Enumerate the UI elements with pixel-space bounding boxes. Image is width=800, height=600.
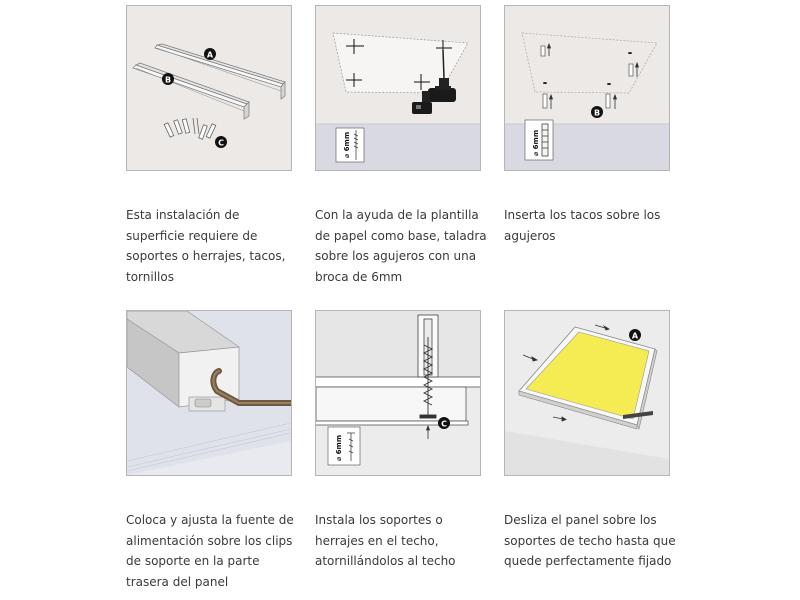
drill-bit-label: ⌀ 6mm	[343, 131, 351, 158]
callout-b	[591, 106, 603, 118]
step-2-caption: Con la ayuda de la plantilla de papel como base, taladra sobre los agujeros con una broca de 6mm	[315, 208, 487, 284]
drilling-illustration	[316, 6, 480, 170]
step-3-illustration	[504, 5, 670, 171]
panel-slide-illustration	[505, 311, 669, 475]
callout-a	[629, 329, 641, 341]
svg-text:B: B	[164, 75, 172, 85]
bracket-profile-icon	[316, 377, 480, 425]
step-2-illustration	[315, 5, 481, 171]
step-1-caption: Esta instalación de superficie requiere de soportes o herrajes, tacos, tornillos	[126, 208, 286, 284]
step-1-illustration	[126, 5, 292, 171]
power-supply-illustration	[127, 311, 291, 475]
svg-text:A: A	[631, 331, 639, 341]
callout-c	[438, 417, 450, 429]
dowel-large-icon	[542, 124, 548, 156]
svg-text:B: B	[593, 108, 601, 118]
callout-c	[215, 136, 227, 148]
step-4-illustration	[126, 310, 292, 476]
step-6-illustration	[504, 310, 670, 476]
step-4-caption: Coloca y ajusta la fuente de alimentación sobre los clips de soporte en la parte trasera del panel	[126, 513, 294, 589]
callout-a	[204, 48, 216, 60]
drill-bit-label: ⌀ 6mm	[532, 129, 540, 156]
svg-text:A: A	[206, 50, 214, 60]
step-5-illustration	[315, 310, 481, 476]
callout-b	[162, 73, 174, 85]
step-3-caption: Inserta los tacos sobre los agujeros	[504, 208, 661, 243]
bracket-screwing-illustration	[316, 311, 480, 475]
svg-text:C: C	[218, 138, 224, 148]
drill-bit-label: ⌀ 6mm	[335, 434, 343, 461]
dowel-insertion-illustration	[505, 6, 669, 170]
step-6-caption: Desliza el panel sobre los soportes de techo hasta que quede perfectamente fijado	[504, 513, 676, 568]
drill-bit-box	[328, 427, 360, 465]
step-5-caption: Instala los soportes o herrajes en el techo, atornillándolos al techo	[315, 513, 456, 568]
mounting-kit-illustration	[127, 6, 291, 170]
svg-text:C: C	[441, 419, 447, 429]
